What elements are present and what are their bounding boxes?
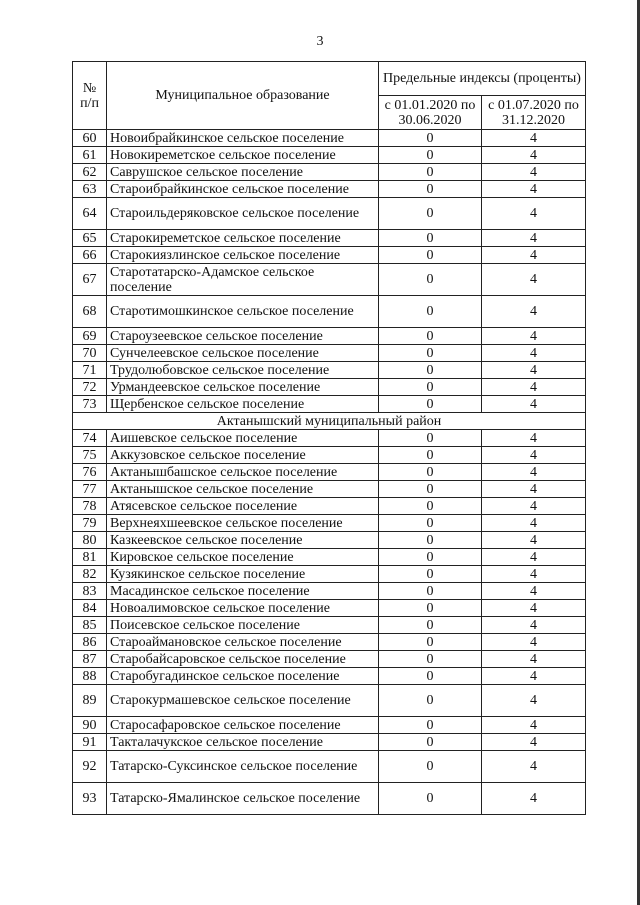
index-period-2: 4 — [482, 147, 586, 164]
settlement-name: Старобайсаровское сельское поселение — [107, 651, 379, 668]
index-period-1: 0 — [379, 379, 482, 396]
index-period-1: 0 — [379, 734, 482, 751]
settlement-name: Аишевское сельское поселение — [107, 430, 379, 447]
index-period-2: 4 — [482, 783, 586, 815]
index-period-1: 0 — [379, 230, 482, 247]
table-row — [73, 734, 586, 751]
row-number: 91 — [73, 734, 107, 751]
index-period-2: 4 — [482, 515, 586, 532]
index-period-2: 4 — [482, 328, 586, 345]
table-row — [73, 481, 586, 498]
index-period-1: 0 — [379, 549, 482, 566]
row-number: 76 — [73, 464, 107, 481]
index-period-2: 4 — [482, 717, 586, 734]
index-period-2: 4 — [482, 230, 586, 247]
settlement-name: Кировское сельское поселение — [107, 549, 379, 566]
table-row — [73, 379, 586, 396]
table-row — [73, 617, 586, 634]
index-period-1: 0 — [379, 447, 482, 464]
index-period-1: 0 — [379, 515, 482, 532]
index-period-2: 4 — [482, 685, 586, 717]
row-number: 66 — [73, 247, 107, 264]
settlement-name: Старокурмашевское сельское поселение — [107, 685, 379, 717]
table-row — [73, 362, 586, 379]
settlement-name: Аккузовское сельское поселение — [107, 447, 379, 464]
settlement-name: Старокиязлинское сельское поселение — [107, 247, 379, 264]
index-period-1: 0 — [379, 685, 482, 717]
table-row — [73, 345, 586, 362]
table-row — [73, 464, 586, 481]
header-num: № п/п — [73, 62, 107, 130]
table-row — [73, 181, 586, 198]
index-period-1: 0 — [379, 181, 482, 198]
row-number: 63 — [73, 181, 107, 198]
row-number: 64 — [73, 198, 107, 230]
row-number: 92 — [73, 751, 107, 783]
header-row-1 — [73, 62, 586, 96]
indices-table — [72, 61, 586, 815]
table-row — [73, 328, 586, 345]
table-row — [73, 147, 586, 164]
index-period-1: 0 — [379, 345, 482, 362]
index-period-2: 4 — [482, 668, 586, 685]
row-number: 86 — [73, 634, 107, 651]
table-row — [73, 515, 586, 532]
index-period-2: 4 — [482, 634, 586, 651]
settlement-name: Поисевское сельское поселение — [107, 617, 379, 634]
table-row — [73, 296, 586, 328]
index-period-1: 0 — [379, 130, 482, 147]
row-number: 80 — [73, 532, 107, 549]
row-number: 77 — [73, 481, 107, 498]
settlement-name: Староильдеряковское сельское поселение — [107, 198, 379, 230]
index-period-1: 0 — [379, 147, 482, 164]
index-period-1: 0 — [379, 430, 482, 447]
settlement-name: Новоалимовское сельское поселение — [107, 600, 379, 617]
table-row — [73, 230, 586, 247]
index-period-2: 4 — [482, 396, 586, 413]
row-number: 62 — [73, 164, 107, 181]
district-row — [73, 413, 586, 430]
table-row — [73, 264, 586, 296]
index-period-1: 0 — [379, 783, 482, 815]
row-number: 71 — [73, 362, 107, 379]
header-name: Муниципальное образование — [107, 62, 379, 130]
index-period-1: 0 — [379, 498, 482, 515]
row-number: 75 — [73, 447, 107, 464]
table-row — [73, 668, 586, 685]
page-number: 3 — [316, 34, 324, 49]
table-row — [73, 498, 586, 515]
table-row — [73, 549, 586, 566]
settlement-name: Староибрайкинское сельское поселение — [107, 181, 379, 198]
index-period-1: 0 — [379, 328, 482, 345]
index-period-2: 4 — [482, 447, 586, 464]
index-period-2: 4 — [482, 464, 586, 481]
index-period-1: 0 — [379, 717, 482, 734]
settlement-name: Такталачукское сельское поселение — [107, 734, 379, 751]
settlement-name: Старотимошкинское сельское поселение — [107, 296, 379, 328]
settlement-name: Актанышское сельское поселение — [107, 481, 379, 498]
row-number: 93 — [73, 783, 107, 815]
settlement-name: Старобугадинское сельское поселение — [107, 668, 379, 685]
row-number: 72 — [73, 379, 107, 396]
settlement-name: Старосафаровское сельское поселение — [107, 717, 379, 734]
row-number: 78 — [73, 498, 107, 515]
header-period-1: с 01.01.2020 по 30.06.2020 — [379, 96, 482, 130]
index-period-2: 4 — [482, 379, 586, 396]
index-period-2: 4 — [482, 181, 586, 198]
settlement-name: Казкеевское сельское поселение — [107, 532, 379, 549]
table-row — [73, 600, 586, 617]
table-row — [73, 783, 586, 815]
row-number: 65 — [73, 230, 107, 247]
row-number: 70 — [73, 345, 107, 362]
table-row — [73, 583, 586, 600]
row-number: 81 — [73, 549, 107, 566]
index-period-1: 0 — [379, 481, 482, 498]
index-period-2: 4 — [482, 345, 586, 362]
index-period-2: 4 — [482, 130, 586, 147]
settlement-name: Масадинское сельское поселение — [107, 583, 379, 600]
row-number: 68 — [73, 296, 107, 328]
index-period-2: 4 — [482, 566, 586, 583]
index-period-2: 4 — [482, 617, 586, 634]
index-period-1: 0 — [379, 362, 482, 379]
index-period-1: 0 — [379, 396, 482, 413]
index-period-2: 4 — [482, 583, 586, 600]
header-indices: Предельные индексы (проценты) — [379, 62, 586, 96]
index-period-2: 4 — [482, 247, 586, 264]
settlement-name: Саврушское сельское поселение — [107, 164, 379, 181]
settlement-name: Сунчелеевское сельское поселение — [107, 345, 379, 362]
district-name: Актанышский муниципальный район — [73, 413, 586, 430]
index-period-1: 0 — [379, 668, 482, 685]
index-period-2: 4 — [482, 264, 586, 296]
index-period-1: 0 — [379, 198, 482, 230]
table-row — [73, 130, 586, 147]
index-period-2: 4 — [482, 481, 586, 498]
settlement-name: Урмандеевское сельское поселение — [107, 379, 379, 396]
table-row — [73, 685, 586, 717]
table-row — [73, 566, 586, 583]
index-period-1: 0 — [379, 247, 482, 264]
index-period-2: 4 — [482, 532, 586, 549]
row-number: 60 — [73, 130, 107, 147]
settlement-name: Кузякинское сельское поселение — [107, 566, 379, 583]
row-number: 69 — [73, 328, 107, 345]
table-row — [73, 751, 586, 783]
table-row — [73, 164, 586, 181]
row-number: 83 — [73, 583, 107, 600]
row-number: 82 — [73, 566, 107, 583]
index-period-2: 4 — [482, 164, 586, 181]
index-period-2: 4 — [482, 430, 586, 447]
index-period-1: 0 — [379, 751, 482, 783]
row-number: 61 — [73, 147, 107, 164]
table-row — [73, 430, 586, 447]
index-period-2: 4 — [482, 751, 586, 783]
table-row — [73, 198, 586, 230]
index-period-2: 4 — [482, 600, 586, 617]
index-period-1: 0 — [379, 164, 482, 181]
index-period-2: 4 — [482, 198, 586, 230]
table-row — [73, 447, 586, 464]
index-period-1: 0 — [379, 532, 482, 549]
table-row — [73, 634, 586, 651]
index-period-2: 4 — [482, 651, 586, 668]
settlement-name: Актанышбашское сельское поселение — [107, 464, 379, 481]
settlement-name: Новоибрайкинское сельское поселение — [107, 130, 379, 147]
settlement-name: Трудолюбовское сельское поселение — [107, 362, 379, 379]
table-row — [73, 247, 586, 264]
table-row — [73, 532, 586, 549]
settlement-name: Верхнеяхшеевское сельское поселение — [107, 515, 379, 532]
index-period-1: 0 — [379, 566, 482, 583]
header-period-2: с 01.07.2020 по 31.12.2020 — [482, 96, 586, 130]
index-period-1: 0 — [379, 296, 482, 328]
index-period-1: 0 — [379, 600, 482, 617]
index-period-1: 0 — [379, 264, 482, 296]
settlement-name: Щербенское сельское поселение — [107, 396, 379, 413]
index-period-1: 0 — [379, 464, 482, 481]
table-body — [73, 130, 586, 815]
row-number: 74 — [73, 430, 107, 447]
row-number: 85 — [73, 617, 107, 634]
index-period-1: 0 — [379, 617, 482, 634]
row-number: 73 — [73, 396, 107, 413]
index-period-1: 0 — [379, 583, 482, 600]
settlement-name: Старотатарско-Адамское сельское поселение — [107, 264, 379, 296]
row-number: 67 — [73, 264, 107, 296]
index-period-2: 4 — [482, 734, 586, 751]
index-period-2: 4 — [482, 362, 586, 379]
row-number: 89 — [73, 685, 107, 717]
row-number: 79 — [73, 515, 107, 532]
index-period-2: 4 — [482, 296, 586, 328]
index-period-1: 0 — [379, 634, 482, 651]
settlement-name: Атясевское сельское поселение — [107, 498, 379, 515]
settlement-name: Староаймановское сельское поселение — [107, 634, 379, 651]
row-number: 84 — [73, 600, 107, 617]
index-period-2: 4 — [482, 498, 586, 515]
settlement-name: Староузеевское сельское поселение — [107, 328, 379, 345]
table-row — [73, 717, 586, 734]
row-number: 90 — [73, 717, 107, 734]
index-period-1: 0 — [379, 651, 482, 668]
index-period-2: 4 — [482, 549, 586, 566]
table-row — [73, 651, 586, 668]
table-row — [73, 396, 586, 413]
settlement-name: Старокиреметское сельское поселение — [107, 230, 379, 247]
row-number: 87 — [73, 651, 107, 668]
settlement-name: Новокиреметское сельское поселение — [107, 147, 379, 164]
settlement-name: Татарско-Суксинское сельское поселение — [107, 751, 379, 783]
settlement-name: Татарско-Ямалинское сельское поселение — [107, 783, 379, 815]
row-number: 88 — [73, 668, 107, 685]
